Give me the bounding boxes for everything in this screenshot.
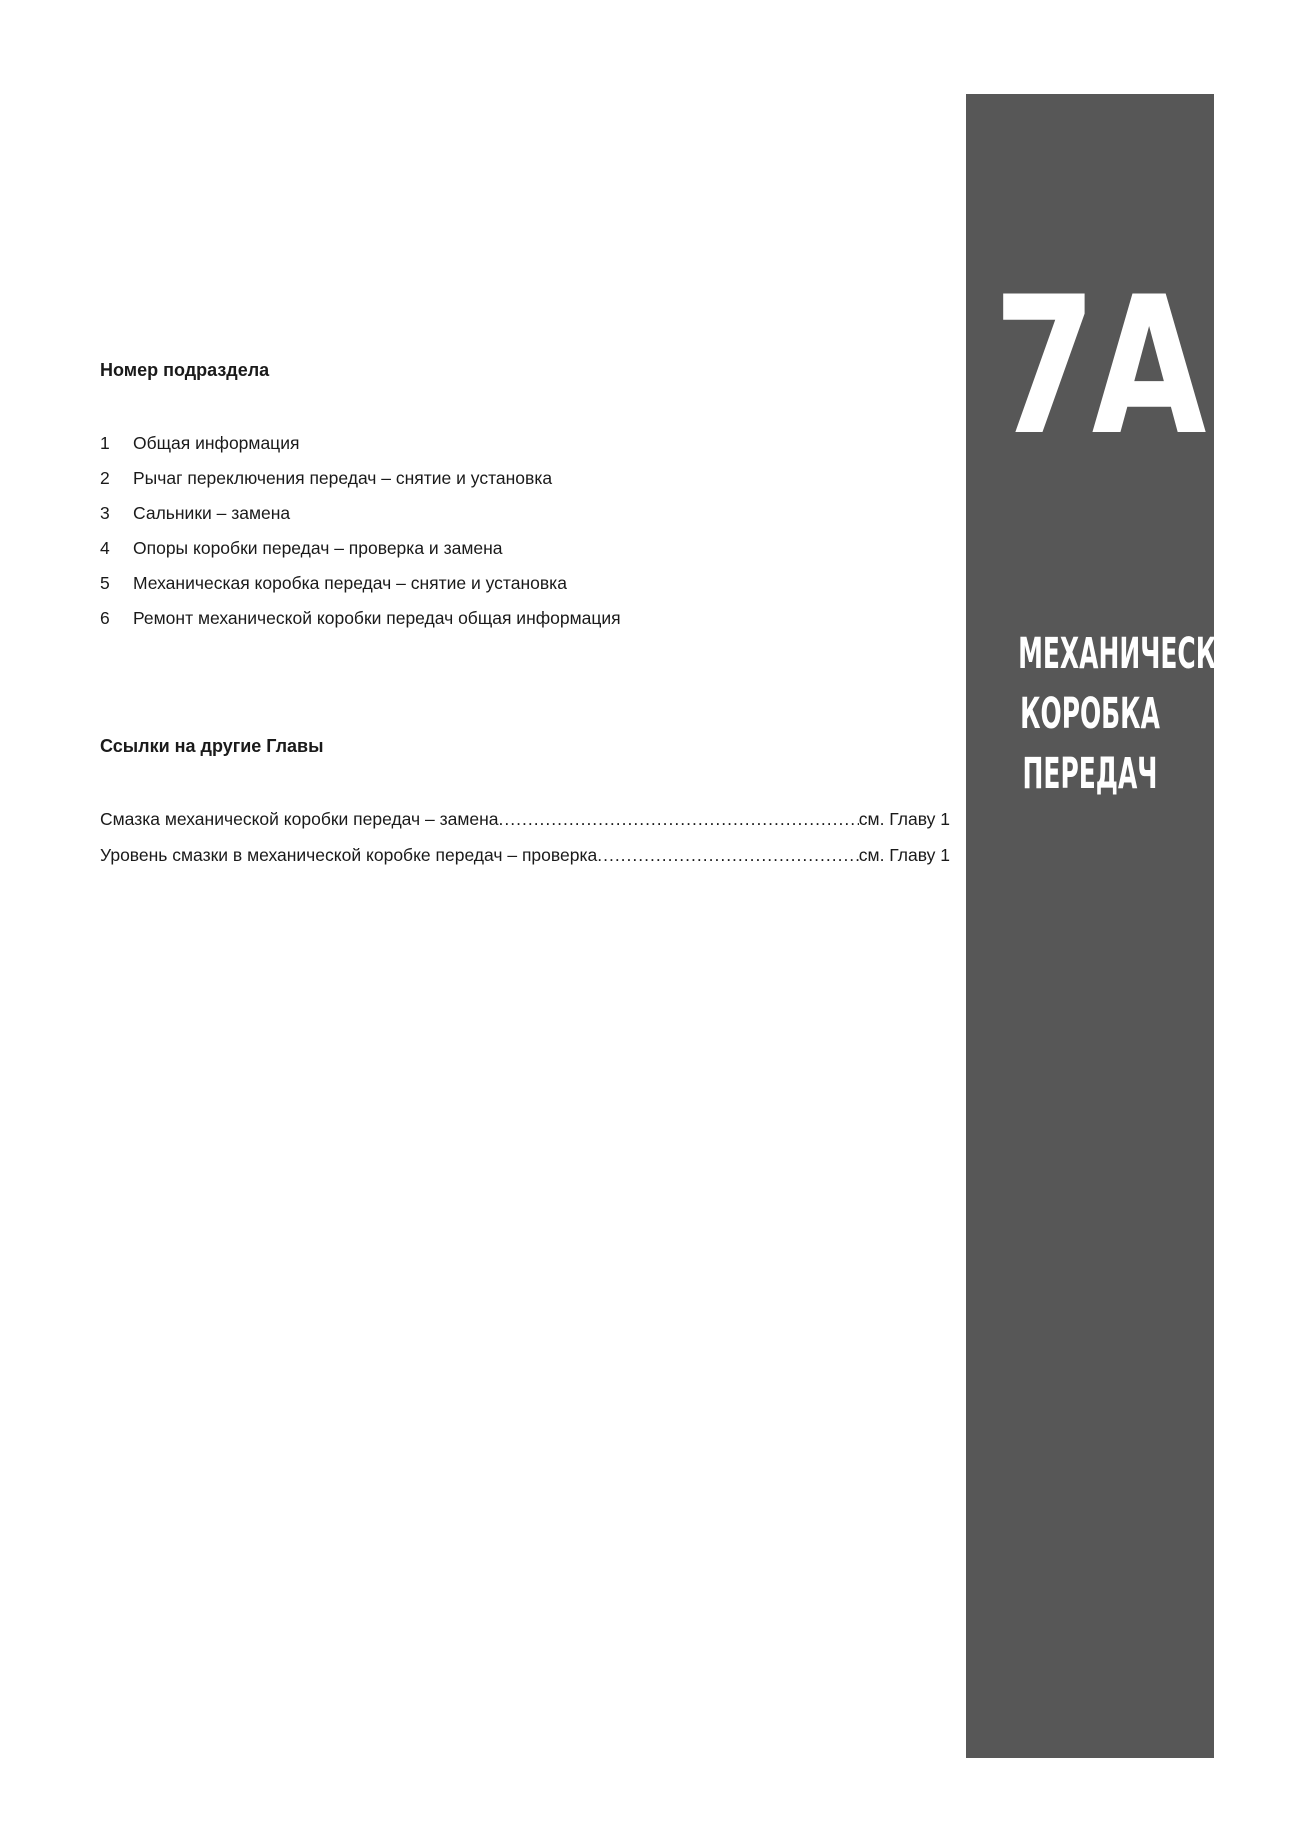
subsection-item xyxy=(100,433,950,468)
reference-list xyxy=(100,809,950,881)
subsection-number: 1 xyxy=(100,433,110,453)
chapter-title-line: ПЕРЕДАЧ xyxy=(1022,749,1158,799)
subsection-title: Общая информация xyxy=(133,433,300,453)
subsection-item xyxy=(100,503,950,538)
subsection-title: Механическая коробка передач – снятие и установка xyxy=(133,573,567,593)
subsection-title: Опоры коробки передач – проверка и замена xyxy=(133,538,503,558)
subsection-list xyxy=(100,433,950,643)
chapter-title-line: КОРОБКА xyxy=(1020,689,1160,739)
chapter-band xyxy=(966,94,1255,1758)
references-heading: Ссылки на другие Главы xyxy=(100,736,324,756)
reference-target: см. Главу 1 xyxy=(858,809,950,829)
subsection-number: 2 xyxy=(100,468,110,488)
subsection-number: 6 xyxy=(100,608,110,628)
subsection-number: 4 xyxy=(100,538,110,558)
subsection-item xyxy=(100,468,950,503)
subsection-item xyxy=(100,573,950,608)
chapter-title xyxy=(966,624,1255,804)
subsections-heading: Номер подраздела xyxy=(100,360,270,380)
subsection-number: 5 xyxy=(100,573,110,593)
subsection-title: Ремонт механической коробки передач общая информация xyxy=(133,608,621,628)
subsection-title: Сальники – замена xyxy=(133,503,291,523)
reference-item xyxy=(100,845,950,881)
subsection-item xyxy=(100,538,950,573)
chapter-title-line: МЕХАНИЧЕСКАЯ xyxy=(1018,629,1255,679)
dot-leader xyxy=(597,845,859,866)
subsection-item xyxy=(100,608,950,643)
chapter-contents xyxy=(100,360,950,881)
subsection-title: Рычаг переключения передач – снятие и установка xyxy=(133,468,553,488)
chapter-number: 7A xyxy=(993,256,1202,477)
subsection-number: 3 xyxy=(100,503,110,523)
reference-target: см. Главу 1 xyxy=(858,845,950,865)
dot-leader xyxy=(499,809,859,830)
reference-title: Уровень смазки в механической коробке передач – проверка xyxy=(100,845,598,865)
reference-title: Смазка механической коробки передач – замена xyxy=(100,809,499,829)
reference-item xyxy=(100,809,950,845)
